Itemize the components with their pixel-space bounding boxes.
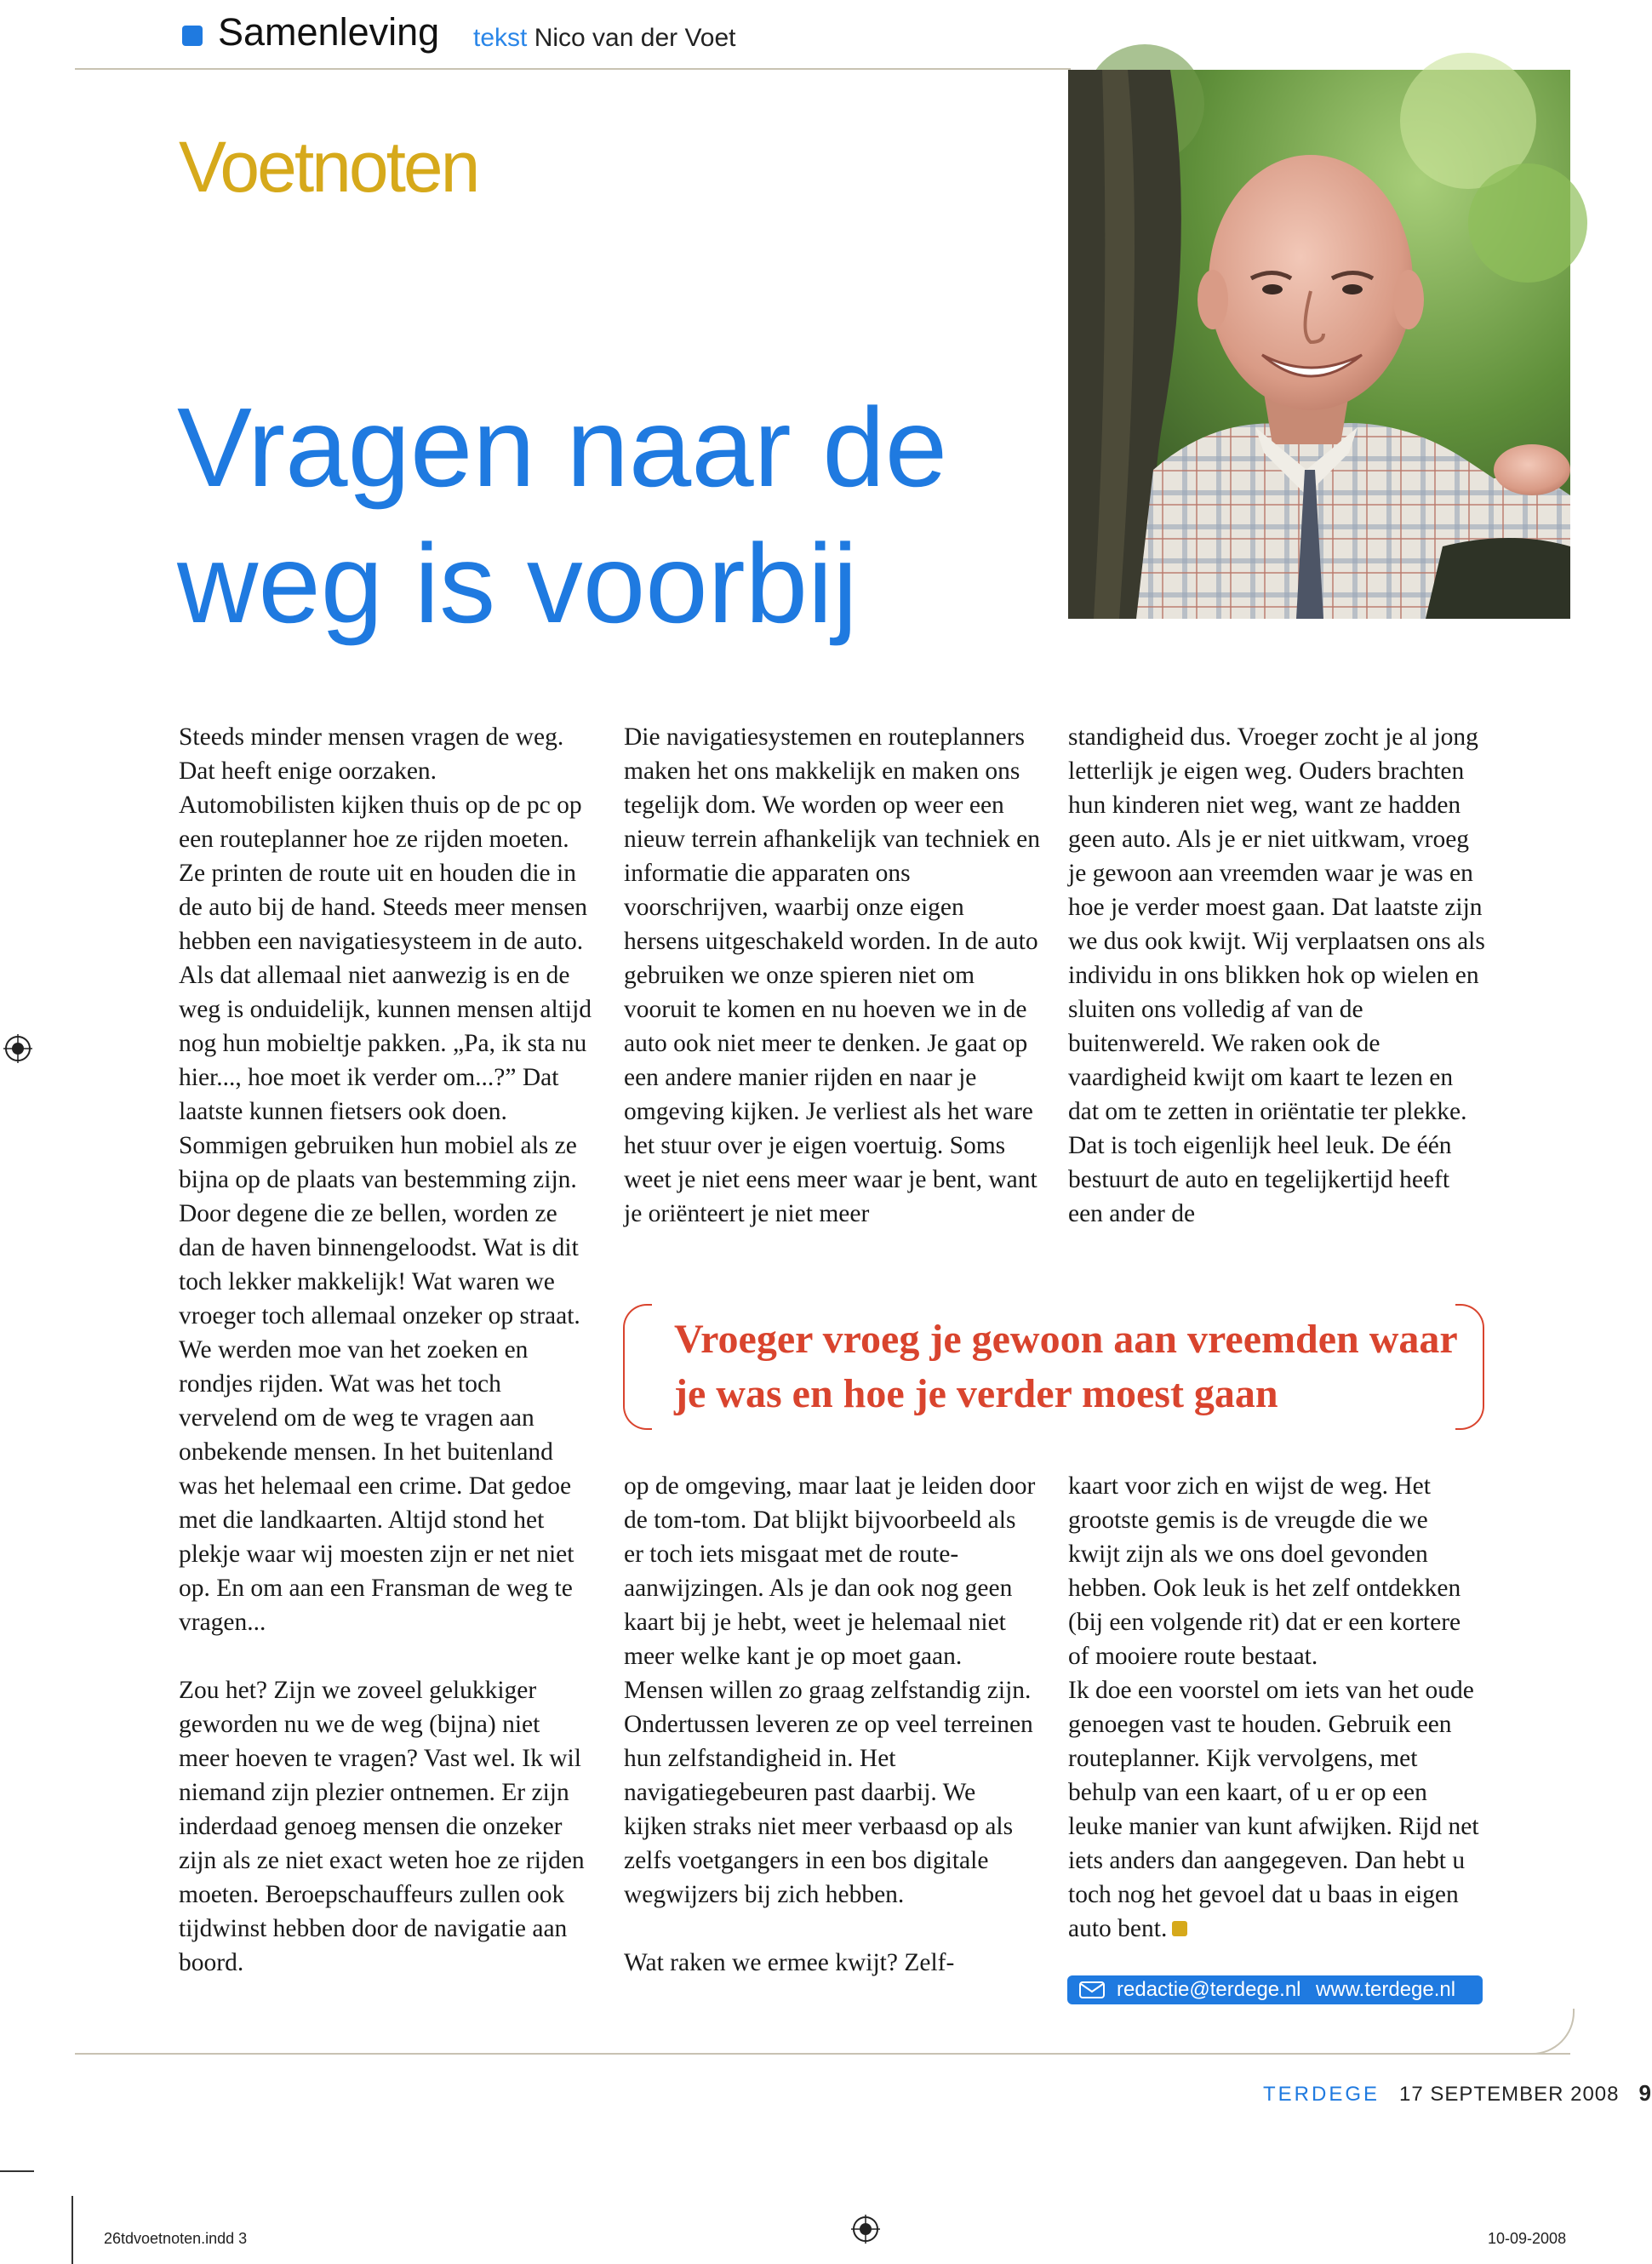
footer-corner-curve [1523,2009,1575,2055]
contact-bar [1067,1975,1483,2004]
column-kicker: Voetnoten [179,127,478,207]
paragraph: standigheid dus. Vroeger zocht je al jong letterlijk je eigen weg. Ouders brachten hun kinderen niet weg, want ze hadden geen auto. Als je er niet uitkwam, vroeg je gewoon aan vreemden waar je was en hoe je verder moest gaan. Dat laatste zijn we dus ook kwijt. Wij verplaatsen ons als individu in ons blikken hok op wielen en sluiten ons volledig af van de buitenwereld. We raken ook de vaardigheid kwijt om kaart te lezen en dat om te zetten in oriëntatie ter plekke. Dat is toch eigenlijk heel leuk. De één bestuurt de auto en tegelijkertijd heeft een ander de [1068,723,1485,1227]
article-column-2-bottom [624,1469,1041,1980]
author-portrait-illustration [1068,70,1570,619]
end-of-article-mark [1172,1921,1187,1936]
credit-label: tekst [473,24,528,52]
article-column-1 [179,720,592,1980]
section-marker-square [182,26,203,46]
print-slug-date: 10-09-2008 [1488,2230,1567,2247]
crop-mark [71,2196,73,2264]
article-title [177,380,1028,652]
registration-mark-icon [3,1034,32,1063]
author-name: Nico van der Voet [534,24,736,52]
pull-quote [623,1304,1484,1430]
contact-email-link[interactable]: redactie@terdege.nl [1117,1978,1301,2001]
envelope-icon [1079,1981,1105,1998]
registration-mark-icon [851,2215,880,2244]
title-line-1: Vragen naar de [177,385,948,510]
page-number: 9 [1638,2080,1652,2106]
paragraph: kaart voor zich en wijst de weg. Het grootste gemis is de vreugde die we kwijt zijn als we ons doel gevonden hebben. Ook leuk is het zelf ontdekken (bij een volgende rit) dat er een kortere of mooiere route bestaat. [1068,1472,1461,1670]
author-photo [1068,70,1570,619]
magazine-name: TERDEGE [1263,2083,1380,2106]
website-link[interactable]: www.terdege.nl [1316,1978,1456,2001]
crop-mark [0,2170,34,2172]
print-slug-filename: 26tdvoetnoten.indd 3 [104,2230,248,2247]
paragraph: Wat raken we ermee kwijt? Zelf- [624,1949,955,1976]
pull-quote-text: Vroeger vroeg je gewoon aan vreemden waar je was en hoe je verder moest gaan [674,1317,1457,1416]
paragraph: Zou het? Zijn we zoveel gelukkiger geworden nu we de weg (bijna) niet meer hoeven te vragen? Vast wel. Ik wil niemand zijn plezier ontnemen. Er zijn inderdaad genoeg mensen die onzeker zijn als ze niet exact weten hoe ze rijden moeten. Beroepschauffeurs zullen ook tijdwinst hebben door de navigatie aan boord. [179,1677,585,1976]
issue-date: 17 SEPTEMBER 2008 [1399,2083,1620,2106]
paragraph: op de omgeving, maar laat je leiden door de tom-tom. Dat blijkt bijvoorbeeld als er toch iets misgaat met de route-aanwijzingen. Als je dan ook nog geen kaart bij je hebt, weet je helemaal niet meer welke kant je op moet gaan. [624,1472,1036,1670]
article-column-3-bottom [1068,1469,1485,1946]
section-name: Samenleving [218,10,440,54]
footer-divider [75,2053,1570,2055]
title-line-2: weg is voorbij [177,521,858,646]
paragraph [1068,1673,1485,1946]
quote-bracket-right [1455,1304,1484,1430]
paragraph: Mensen willen zo graag zelfstandig zijn. Ondertussen leveren ze op veel terreinen hun zelfstandigheid in. Het navigatiegebeuren past daarbij. We kijken straks niet meer verbaasd op als zelfs voetgangers in een bos digitale wegwijzers bij zich hebben. [624,1677,1033,1908]
article-column-3-top [1068,720,1485,1231]
paragraph: Steeds minder mensen vragen de weg. Dat heeft enige oorzaken. Automobilisten kijken thuis op de pc op een routeplanner hoe ze rijden moeten. Ze printen de route uit en houden die in de auto bij de hand. Steeds meer mensen hebben een navigatiesysteem in de auto. Als dat allemaal niet aanwezig is en de weg is onduidelijk, kunnen mensen altijd nog hun mobieltje pakken. „Pa, ik sta nu hier..., hoe moet ik verder om...?” Dat laatste kunnen fietsers ook doen. Sommigen gebruiken hun mobiel als ze bijna op de plaats van bestemming zijn. Door degene die ze bellen, worden ze dan de haven binnengeloodst. Wat is dit toch lekker makkelijk! Wat waren we vroeger toch allemaal onzeker op straat. We werden moe van het zoeken en rondjes rijden. Wat was het toch vervelend om de weg te vragen aan onbekende mensen. In het buitenland was het helemaal een crime. Dat gedoe met die landkaarten. Altijd stond het plekje waar wij moesten zijn er net niet op. En om aan een Fransman de weg te vragen... [179,723,592,1636]
header-divider [75,68,1071,70]
quote-bracket-left [623,1304,652,1430]
page-folio [1263,2080,1652,2107]
article-column-2-top [624,720,1041,1231]
closing-paragraph-text: Ik doe een voorstel om iets van het oude genoegen vast te houden. Gebruik een routeplanner. Kijk vervolgens, met behulp van een kaart, of u er op een leuke manier van kunt afwijken. Rijd net iets anders dan aangegeven. Dan hebt u toch nog het gevoel dat u baas in eigen auto bent. [1068,1677,1479,1942]
author-credit [473,24,736,53]
paragraph: Die navigatiesystemen en routeplanners maken het ons makkelijk en maken ons tegelijk dom. We worden op weer een nieuw terrein afhankelijk van techniek en informatie die apparaten ons voorschrijven, waarbij onze eigen hersens uitgeschakeld worden. In de auto gebruiken we onze spieren niet om vooruit te komen en nu hoeven we in de auto ook niet meer te denken. Je gaat op een andere manier rijden en naar je omgeving kijken. Je verliest als het ware het stuur over je eigen voertuig. Soms weet je niet eens meer waar je bent, want je oriënteert je niet meer [624,723,1040,1227]
